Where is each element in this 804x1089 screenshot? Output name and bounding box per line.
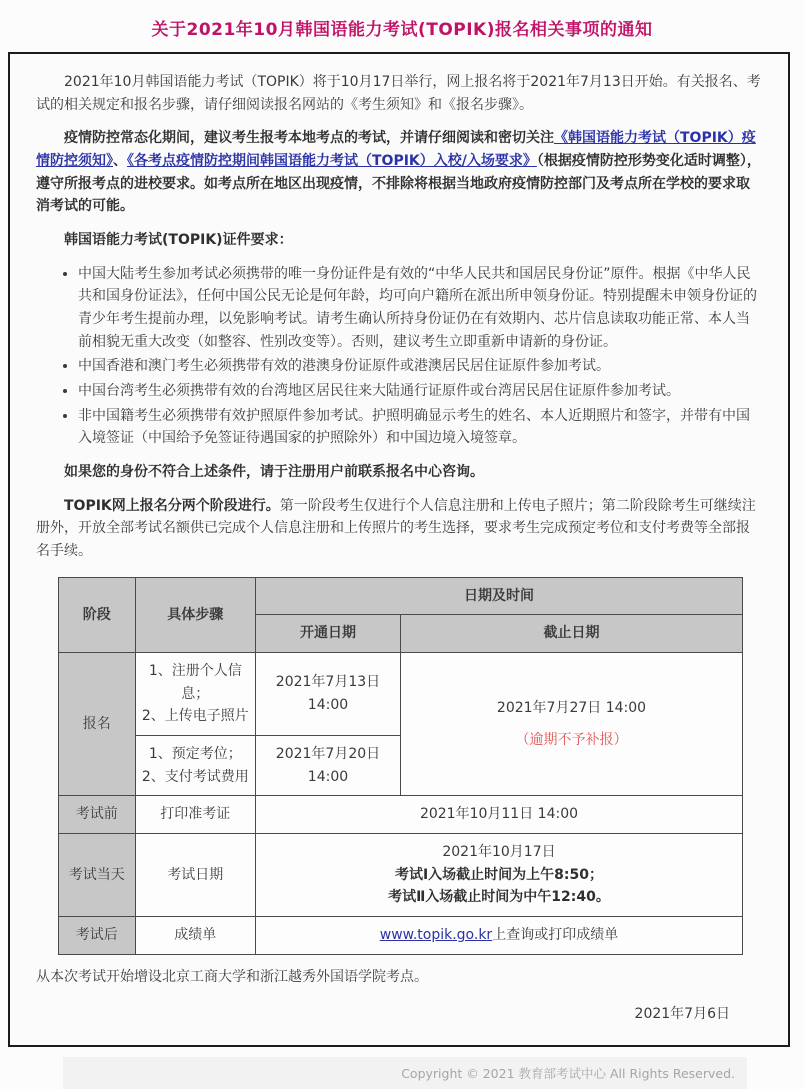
before-exam-date: 2021年10月11日 14:00 — [255, 796, 742, 834]
signup-steps-2 — [135, 736, 255, 796]
signup-close-warning: （逾期不予补报） — [515, 731, 628, 748]
covid-paragraph — [36, 127, 762, 218]
after-exam-steps: 成绩单 — [135, 917, 255, 955]
requirement-item-foreign: • 非中国籍考生必须携带有效护照原件参加考试。护照明确显示考生的姓名、本人近期照片和签字，并带有中国入境签证（中国给予免签证待遇国家的护照除外）和中国边境入境签章。 — [78, 405, 762, 450]
entry-requirements-link[interactable]: 《各考点疫情防控期间韩国语能力考试（TOPIK）入校/入场要求》 — [127, 153, 537, 170]
copyright-footer: Copyright © 2021 教育部考试中心 All Rights Reserved. — [63, 1057, 747, 1089]
header-steps: 具体步骤 — [135, 577, 255, 652]
after-exam-cell — [255, 917, 742, 955]
notice-content-box — [8, 52, 790, 1047]
header-close-date: 截止日期 — [400, 615, 742, 653]
before-exam-steps: 打印准考证 — [135, 796, 255, 834]
table-row-signup-1 — [59, 653, 743, 736]
intro-paragraph — [36, 71, 762, 116]
signup-steps-1-line1: 1、注册个人信息； — [148, 663, 242, 702]
after-exam-suffix: 上查询或打印成绩单 — [492, 927, 619, 944]
table-row-before-exam — [59, 796, 743, 834]
contact-note: 如果您的身份不符合上述条件，请于注册用户前联系报名中心咨询。 — [64, 464, 484, 481]
phases-lead: TOPIK网上报名分两个阶段进行。 — [64, 497, 280, 514]
requirement-item-taiwan: • 中国台湾考生必须携带有效的台湾地区居民往来大陆通行证原件或台湾居民居住证原件参加考试。 — [78, 380, 762, 403]
id-requirements-list — [58, 263, 762, 450]
page-title: 关于2021年10月韩国语能力考试(TOPIK)报名相关事项的通知 — [151, 20, 653, 40]
stage-exam-day: 考试当天 — [59, 834, 136, 917]
covid-lead: 疫情防控常态化期间，建议考生报考本地考点的考试，并请仔细阅读和密切关注 — [64, 130, 554, 147]
table-header-row-1 — [59, 577, 743, 615]
stage-signup: 报名 — [59, 653, 136, 796]
exam-day-date-cell — [255, 834, 742, 917]
document-date: 2021年7月6日 — [634, 1005, 730, 1022]
intro-text: 2021年10月韩国语能力考试（TOPIK）将于10月17日举行，网上报名将于2021年7月13日开始。有关报名、考试的相关规定和报名步骤，请仔细阅读报名网站的《考生须知》和《报名步骤》。 — [36, 74, 761, 113]
signup-open-2: 2021年7月20日 14:00 — [255, 736, 400, 796]
new-sites-note: 从本次考试开始增设北京工商大学和浙江越秀外国语学院考点。 — [36, 968, 428, 985]
exam-day-date: 2021年10月17日 — [442, 844, 556, 861]
signup-open-1: 2021年7月13日 14:00 — [255, 653, 400, 736]
table-row-after-exam — [59, 917, 743, 955]
table-row-exam-day — [59, 834, 743, 917]
signup-close-cell — [400, 653, 742, 796]
covid-notice-link[interactable]: 《韩国语能力考试（TOPIK）疫情防控须知》 — [36, 130, 756, 170]
header-open-date: 开通日期 — [255, 615, 400, 653]
requirement-item-mainland: • 中国大陆考生参加考试必须携带的唯一身份证件是有效的“中华人民共和国居民身份证”原件。根据《中华人民共和国身份证法》，任何中国公民无论是何年龄，均可向户籍所在派出所申领身份证。特别提醒未申领身份证的青少年考生提前办理，以免影响考试。请考生确认所持身份证仍在有效期内、芯片信息读取功能正常、本人当前相貌无重大改变（如整容、性别改变等）。否则，建议考生立即重新申请新的身份证。 — [78, 263, 762, 354]
header-datetime: 日期及时间 — [255, 577, 742, 615]
id-requirements-heading: 韩国语能力考试(TOPIK)证件要求： — [64, 232, 293, 249]
schedule-table — [58, 577, 743, 955]
phases-rest: 第一阶段考生仅进行个人信息注册和上传电子照片；第二阶段除考生可继续注册外，开放全部考试名额供已完成个人信息注册和上传照片的考生选择，要求考生完成预定考位和支付考费等全部报名手续。 — [36, 497, 756, 560]
topik-website-link[interactable]: www.topik.go.kr — [379, 927, 493, 944]
exam-day-steps: 考试日期 — [135, 834, 255, 917]
header-stage: 阶段 — [59, 577, 136, 652]
phases-paragraph — [36, 495, 762, 563]
stage-before-exam: 考试前 — [59, 796, 136, 834]
stage-after-exam: 考试后 — [59, 917, 136, 955]
signup-steps-2-line2: 2、支付考试费用 — [141, 768, 249, 785]
signup-steps-1-line2: 2、上传电子照片 — [141, 708, 249, 725]
exam2-entry-deadline: 考试Ⅱ入场截止时间为中午12:40。 — [388, 889, 610, 906]
signup-steps-2-line1: 1、预定考位； — [148, 746, 242, 763]
signup-close-date: 2021年7月27日 14:00 — [496, 700, 647, 717]
requirement-item-hk-macau: • 中国香港和澳门考生必须携带有效的港澳身份证原件或港澳居民居住证原件参加考试。 — [78, 355, 762, 378]
exam1-entry-deadline: 考试Ⅰ入场截止时间为上午8:50； — [394, 866, 603, 883]
covid-tail: （根据疫情防控形势变化适时调整），遵守所报考点的进校要求。如考点所在地区出现疫情，不排除将根据当地政府疫情防控部门及考点所在学校的要求取消考试的可能。 — [36, 153, 761, 215]
covid-separator: 、 — [113, 153, 127, 170]
signup-steps-1 — [135, 653, 255, 736]
